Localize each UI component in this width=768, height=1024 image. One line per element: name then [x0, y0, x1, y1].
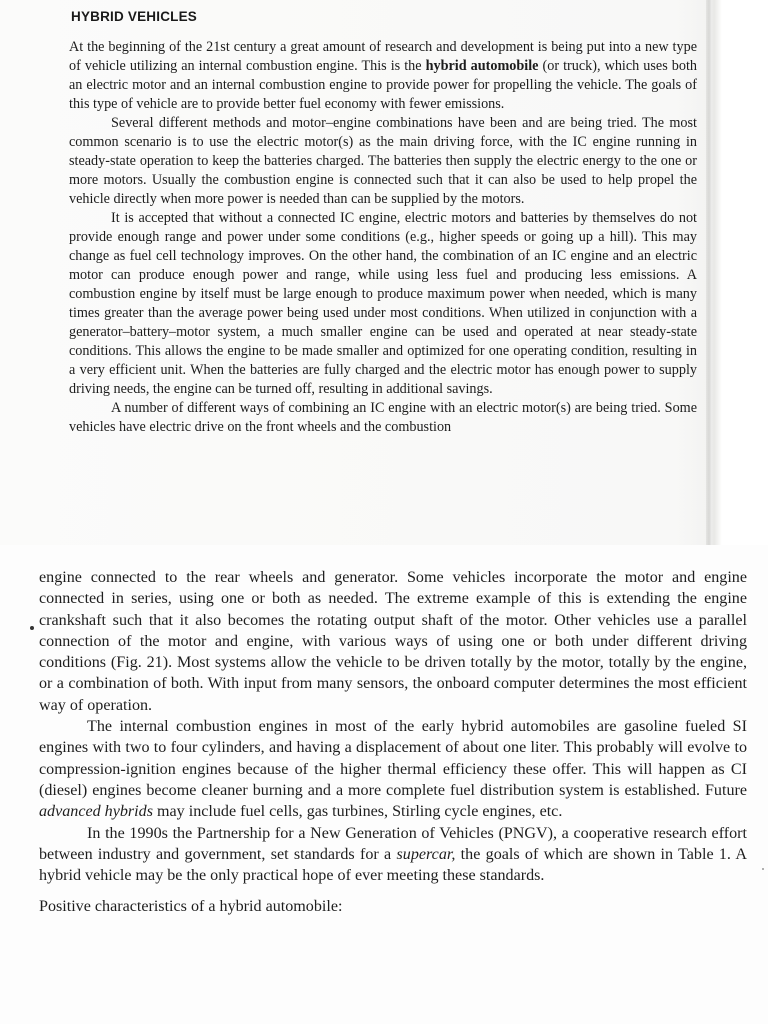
page-fold-shadow: [706, 0, 712, 545]
paragraph-combinations: A number of different ways of combining an IC engine with an electric motor(s) are being tried. Some vehicles have electric drive on the front wheels and the combustion: [69, 400, 697, 435]
italic-term: advanced hybrids: [39, 803, 153, 821]
paragraph-continuation: engine connected to the rear wheels and generator. Some vehicles incorporate the motor and engine connected in series, using one or both as needed. The extreme example of this is extending the engine crankshaft such that it also becomes the rotating output shaft of the motor. Other vehicles use a parallel connection of the motor and engine, with various ways of using one or both under different driving conditions (Fig. 21). Most systems allow the vehicle to be driven totally by the motor, totally by the engine, or a combination of both. With input from many sensors, the onboard computer determines the most efficient way of operation.: [39, 569, 747, 714]
italic-term: supercar,: [396, 845, 456, 863]
lower-body-text: [39, 567, 747, 918]
bullet-dot-mark: [30, 626, 34, 630]
upper-body-text: [69, 38, 697, 437]
section-heading: HYBRID VEHICLES: [71, 9, 198, 24]
speck-mark: [762, 868, 764, 870]
paragraph-intro: At the beginning of the 21st century a great amount of research and development is being put into a new type of vehicle utilizing an internal combustion engine. This is the hybrid automobile (or truck), which uses both an electric motor and an internal combustion engine to provide power for propelling the vehicle. The goals of this type of vehicle are to provide better fuel economy with fewer emissions.: [69, 39, 698, 112]
paragraph-engines: The internal combustion engines in most of the early hybrid automobiles are gasoline fueled SI engines with two to four cylinders, and having a displacement of about one liter. This probably will evolve to compression-ignition engines because of the higher thermal efficiency these offer. This will happen as CI (diesel) engines become cleaner burning and a more complete fuel distribution system is established. Future advanced hybrids may include fuel cells, gas turbines, Stirling cycle engines, etc.: [39, 718, 747, 821]
characteristics-label: Positive characteristics of a hybrid automobile:: [39, 898, 343, 916]
bold-term: hybrid automobile: [425, 58, 539, 74]
paragraph-methods: Several different methods and motor–engine combinations have been and are being tried. The most common scenario is to use the electric motor(s) as the main driving force, with the IC engine running in steady-state operation to keep the batteries charged. The batteries then supply the electric energy to the one or more motors. Usually the combustion engine is connected such that it can also be used to help propel the vehicle directly when more power is needed than can be supplied by the motors.: [69, 115, 697, 207]
paragraph-pngv: In the 1990s the Partnership for a New Generation of Vehicles (PNGV), a cooperative research effort between industry and government, set standards for a supercar, the goals of which are shown in Table 1. A hybrid vehicle may be the only practical hope of ever meeting these standards.: [39, 824, 747, 885]
lower-page-scan: [0, 545, 768, 1024]
paragraph-range-power: It is accepted that without a connected IC engine, electric motors and batteries by themselves do not provide enough range and power under some conditions (e.g., higher speeds or going up a hill). This may change as fuel cell technology improves. On the other hand, the combination of an IC engine and an electric motor can produce enough power and range, while using less fuel and producing less emissions. A combustion engine by itself must be large enough to produce maximum power when needed, which is many times greater than the average power being used under most conditions. When utilized in conjunction with a generator–battery–motor system, a much smaller engine can be used and operated at near steady-state conditions. This allows the engine to be made smaller and optimized for one operating condition, resulting in a very efficient unit. When the batteries are fully charged and the electric motor has enough power to supply driving needs, the engine can be turned off, resulting in additional savings.: [69, 210, 697, 397]
